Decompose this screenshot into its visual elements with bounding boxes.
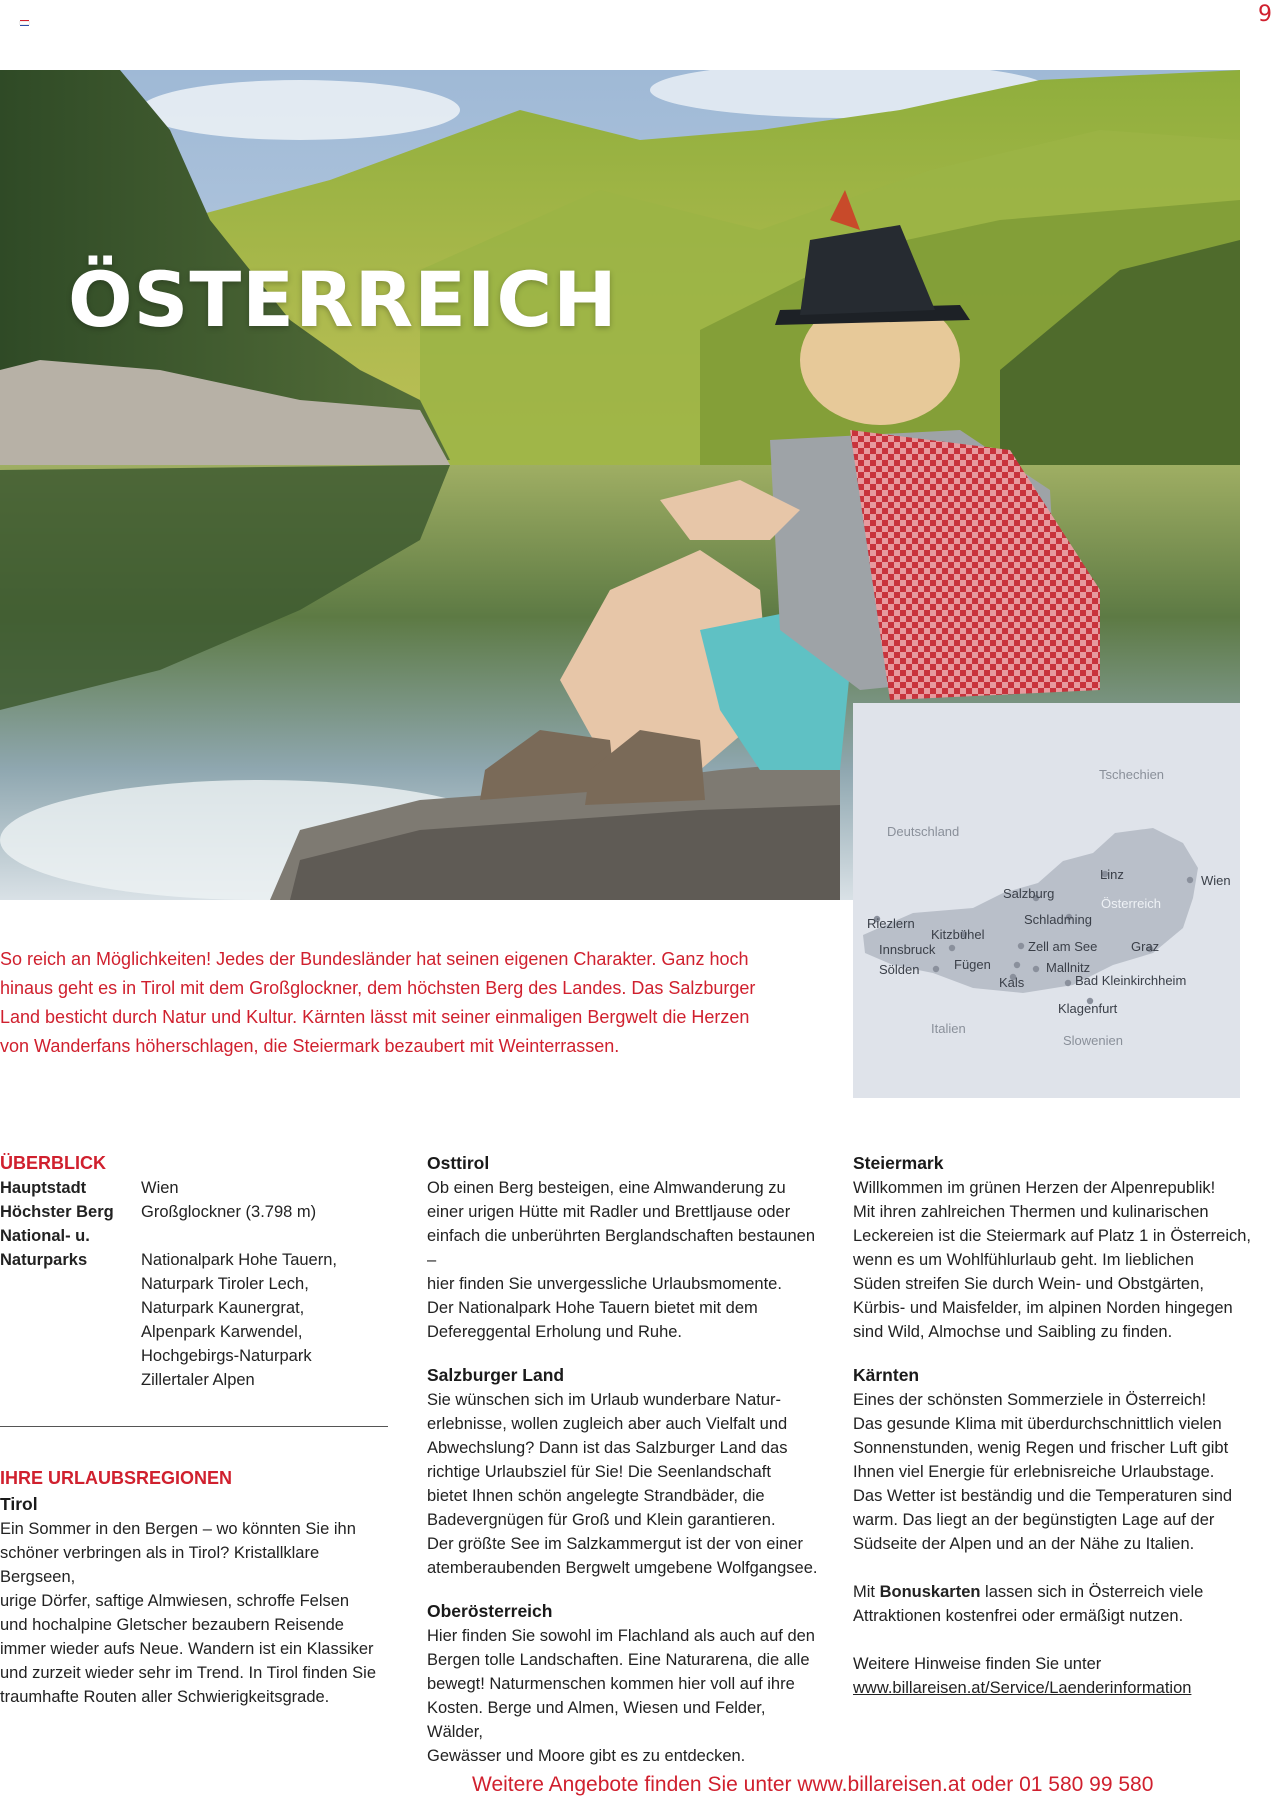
map-label-bad-kleinkirchheim: Bad Kleinkirchheim <box>1075 973 1187 988</box>
map-label-tschechien: Tschechien <box>1099 767 1165 782</box>
map-label-slowenien: Slowenien <box>1063 1033 1123 1048</box>
capital-value: Wien <box>141 1179 179 1197</box>
text-line: und zurzeit wieder sehr im Trend. In Tirol finden Sie <box>0 1664 377 1682</box>
bonus-prefix: Mit <box>853 1583 880 1601</box>
peak-label: Höchster Berg <box>0 1203 114 1221</box>
text-line: richtige Urlaubsziel für Sie! Die Seenlandschaft <box>427 1463 771 1481</box>
regions-column-middle <box>427 1150 819 1768</box>
text-line: Ein Sommer in den Bergen – wo könnten Sie ihn <box>0 1520 356 1538</box>
bonus-line-2: Attraktionen kostenfrei oder ermäßigt nutzen. <box>853 1607 1184 1625</box>
text-line: Süden streifen Sie durch Wein- und Obstgärten, <box>853 1275 1204 1293</box>
map-label-schladming: Schladming <box>1024 912 1092 927</box>
map-label-oesterreich: Österreich <box>1101 896 1161 911</box>
text-line: Mit ihren zahlreichen Thermen und kulinarischen <box>853 1203 1209 1221</box>
region-title-tirol: Tirol <box>0 1494 38 1514</box>
parks-label-line: National- u. <box>0 1227 90 1245</box>
map-label-graz: Graz <box>1131 939 1160 954</box>
text-line: Südseite der Alpen und an der Nähe zu Italien. <box>853 1535 1195 1553</box>
text-line: bietet Ihnen schön angelegte Strandbäder, die <box>427 1487 765 1505</box>
text-line: Ob einen Berg besteigen, eine Almwanderung zu <box>427 1179 786 1197</box>
text-line: einfach die unberührten Berglandschaften bestaunen – <box>427 1227 816 1269</box>
park-item: Naturpark Tiroler Lech, <box>141 1275 309 1293</box>
text-line: und hochalpine Gletscher bezaubern Reisende <box>0 1616 344 1634</box>
map-label-kals: Kals <box>999 975 1025 990</box>
region-text-oberoesterreich <box>427 1624 819 1768</box>
region-title-kaernten: Kärnten <box>853 1365 920 1385</box>
text-line: atemberaubenden Bergwelt umgebene Wolfgangsee. <box>427 1559 818 1577</box>
intro-line: Land besticht durch Natur und Kultur. Kärnten lässt mit seiner einmaligen Bergwelt die Herzen <box>0 1007 750 1027</box>
region-title-steiermark: Steiermark <box>853 1153 944 1173</box>
park-item: Hochgebirgs-Naturpark <box>141 1347 312 1365</box>
map-label-italien: Italien <box>931 1021 966 1036</box>
park-item: Zillertaler Alpen <box>141 1371 255 1389</box>
capital-label: Hauptstadt <box>0 1179 87 1197</box>
map-label-wien: Wien <box>1201 873 1231 888</box>
text-line: wenn es um Wohlfühlurlaub geht. Im lieblichen <box>853 1251 1194 1269</box>
laenderinformation-link[interactable]: www.billareisen.at/Service/Laenderinformation <box>853 1679 1192 1697</box>
text-line: erlebnisse, wollen zugleich aber auch Vielfalt und <box>427 1415 788 1433</box>
text-line: Der Nationalpark Hohe Tauern bietet mit dem <box>427 1299 758 1317</box>
bonus-note <box>853 1580 1253 1628</box>
map-label-salzburg: Salzburg <box>1003 886 1055 901</box>
bonus-line <box>853 1580 1253 1604</box>
text-line: Hier finden Sie sowohl im Flachland als auch auf den <box>427 1627 815 1645</box>
park-item: Naturpark Kaunergrat, <box>141 1299 305 1317</box>
table-row <box>0 1200 337 1224</box>
map-label-innsbruck: Innsbruck <box>879 942 936 957</box>
parks-value <box>141 1224 337 1392</box>
austria-flag-icon <box>20 20 29 26</box>
park-item: Alpenpark Karwendel, <box>141 1323 303 1341</box>
bonus-rest: lassen sich in Österreich viele <box>980 1583 1204 1601</box>
peak-value: Großglockner (3.798 m) <box>141 1203 317 1221</box>
hints-note <box>853 1652 1253 1700</box>
text-line: sind Wild, Almochse und Saibling zu finden. <box>853 1323 1173 1341</box>
text-line: Ihnen viel Energie für erlebnisreiche Urlaubstage. <box>853 1463 1215 1481</box>
overview-heading: ÜBERBLICK <box>0 1153 106 1173</box>
text-line: Sie wünschen sich im Urlaub wunderbare Natur- <box>427 1391 781 1409</box>
text-line: Willkommen im grünen Herzen der Alpenrepublik! <box>853 1179 1216 1197</box>
region-title-osttirol: Osttirol <box>427 1153 490 1173</box>
text-line: Sonnenstunden, wenig Regen und frischer Luft gibt <box>853 1439 1229 1457</box>
regions-column-right <box>853 1150 1253 1700</box>
text-line: hier finden Sie unvergessliche Urlaubsmomente. <box>427 1275 782 1293</box>
text-line: Kosten. Berge und Almen, Wiesen und Felder, Wälder, <box>427 1699 766 1741</box>
austria-map <box>853 703 1240 1098</box>
intro-line: von Wanderfans höherschlagen, die Steiermark bezaubert mit Weinterrassen. <box>0 1036 620 1056</box>
map-label-linz: Linz <box>1100 867 1124 882</box>
parks-label <box>0 1224 141 1392</box>
overview-table <box>0 1176 337 1392</box>
text-line: Gewässer und Moore gibt es zu entdecken. <box>427 1747 746 1765</box>
text-line: Abwechslung? Dann ist das Salzburger Land das <box>427 1439 788 1457</box>
hints-line: Weitere Hinweise finden Sie unter <box>853 1655 1102 1673</box>
text-line: Badevergnügen für Groß und Klein garantieren. <box>427 1511 776 1529</box>
page-number: 9 <box>1258 2 1272 27</box>
regions-heading: IHRE URLAUBSREGIONEN <box>0 1468 233 1488</box>
text-line: Bergen tolle Landschaften. Eine Naturarena, die alle <box>427 1651 810 1669</box>
divider <box>0 1426 388 1427</box>
park-item: Nationalpark Hohe Tauern, <box>141 1251 337 1269</box>
text-line: warm. Das liegt an der begünstigten Lage auf der <box>853 1511 1215 1529</box>
text-line: traumhafte Routen aller Schwierigkeitsgrade. <box>0 1688 330 1706</box>
map-label-zell-am-see: Zell am See <box>1028 939 1098 954</box>
bonus-bold: Bonuskarten <box>879 1583 981 1601</box>
text-line: einer urigen Hütte mit Radler und Brettljause oder <box>427 1203 791 1221</box>
parks-spacer <box>141 1224 337 1248</box>
page-title: ÖSTERREICH <box>68 255 618 344</box>
text-line: Defereggental Erholung und Ruhe. <box>427 1323 683 1341</box>
footer-contact: Weitere Angebote finden Sie unter www.billareisen.at oder 01 580 99 580 <box>472 1773 1154 1796</box>
text-line: Der größte See im Salzkammergut ist der von einer <box>427 1535 803 1553</box>
region-title-salzburger-land: Salzburger Land <box>427 1365 565 1385</box>
text-line: schöner verbringen als in Tirol? Kristallklare Bergseen, <box>0 1544 320 1586</box>
region-text-osttirol <box>427 1176 819 1344</box>
intro-line: So reich an Möglichkeiten! Jedes der Bundesländer hat seinen eigenen Charakter. Ganz hoch <box>0 949 749 969</box>
text-line: Das gesunde Klima mit überdurchschnittlich vielen <box>853 1415 1222 1433</box>
map-label-riezlern: Riezlern <box>867 916 915 931</box>
map-label-kitzbuehel: Kitzbühel <box>931 927 985 942</box>
overview-column <box>0 1150 388 1709</box>
region-text-tirol <box>0 1517 388 1709</box>
text-line: Kürbis- und Maisfelder, im alpinen Norden hingegen <box>853 1299 1233 1317</box>
table-row <box>0 1176 337 1200</box>
text-line: Leckereien ist die Steiermark auf Platz 1 in Österreich, <box>853 1227 1252 1245</box>
parks-label-line: Naturparks <box>0 1251 88 1269</box>
map-label-deutschland: Deutschland <box>887 824 960 839</box>
region-text-salzburger-land <box>427 1388 819 1580</box>
region-text-kaernten <box>853 1388 1253 1556</box>
text-line: bewegt! Naturmenschen kommen hier voll auf ihre <box>427 1675 795 1693</box>
map-label-soelden: Sölden <box>879 962 920 977</box>
text-line: urige Dörfer, saftige Almwiesen, schroffe Felsen <box>0 1592 350 1610</box>
text-line: Eines der schönsten Sommerziele in Österreich! <box>853 1391 1207 1409</box>
map-label-fuegen: Fügen <box>954 957 991 972</box>
text-line: immer wieder aufs Neue. Wandern ist ein Klassiker <box>0 1640 374 1658</box>
map-label-mallnitz: Mallnitz <box>1046 960 1091 975</box>
intro-line: hinaus geht es in Tirol mit dem Großglockner, dem höchsten Berg des Landes. Das Salzburger <box>0 978 756 998</box>
region-text-steiermark <box>853 1176 1253 1344</box>
intro-text <box>0 945 820 1061</box>
map-label-klagenfurt: Klagenfurt <box>1058 1001 1118 1016</box>
text-line: Das Wetter ist beständig und die Temperaturen sind <box>853 1487 1233 1505</box>
table-row <box>0 1224 337 1392</box>
region-title-oberoesterreich: Oberösterreich <box>427 1601 553 1621</box>
